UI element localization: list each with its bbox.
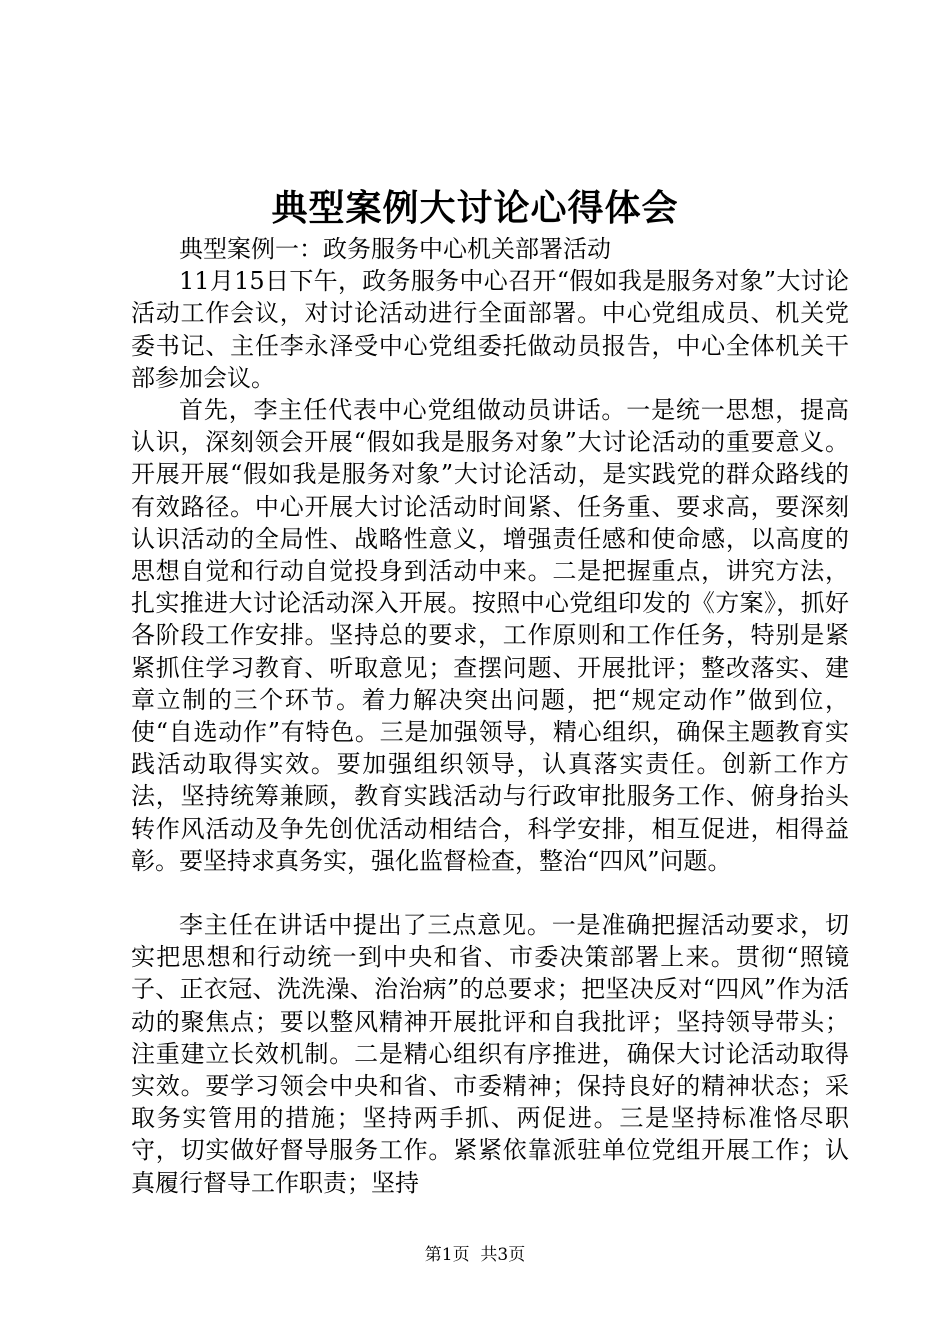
paragraph-meeting: 11月15日下午，政务服务中心召开“假如我是服务对象”大讨论活动工作会议，对讨论活动进行全面部署。中心党组成员、机关党委书记、主任李永泽受中心党组委托做动员报告，中心全体机关干部参加会议。 (131, 267, 849, 392)
page-total: 共3页 (480, 1245, 526, 1265)
paragraph-opinions: 李主任在讲话中提出了三点意见。一是准确把握活动要求，切实把思想和行动统一到中央和省、市委决策部署上来。贯彻“照镜子、正衣冠、洗洗澡、治治病”的总要求；把坚决反对“四风”作为活动的聚焦点；要以整风精神开展批评和自我批评；坚持领导带头；注重建立长效机制。二是精心组织有序推进，确保大讨论活动取得实效。要学习领会中央和省、市委精神；保持良好的精神状态；采取务实管用的措施；坚持两手抓、两促进。三是坚持标准恪尽职守，切实做好督导服务工作。紧紧依靠派驻单位党组开展工作；认真履行督导工作职责；坚持 (131, 911, 849, 1197)
page-footer (0, 1244, 950, 1266)
document-body (131, 233, 849, 1199)
paragraph-speech: 首先，李主任代表中心党组做动员讲话。一是统一思想，提高认识，深刻领会开展“假如我是服务对象”大讨论活动的重要意义。开展开展“假如我是服务对象”大讨论活动，是实践党的群众路线的有效路径。中心开展大讨论活动时间紧、任务重、要求高，要深刻认识活动的全局性、战略性意义，增强责任感和使命感，以高度的思想自觉和行动自觉投身到活动中来。二是把握重点，讲究方法，扎实推进大讨论活动深入开展。按照中心党组印发的《方案》，抓好各阶段工作安排。坚持总的要求，工作原则和工作任务，特别是紧紧抓住学习教育、听取意见；查摆问题、开展批评；整改落实、建章立制的三个环节。着力解决突出问题，把“规定动作”做到位，使“自选动作”有特色。三是加强领导，精心组织，确保主题教育实践活动取得实效。要加强组织领导，认真落实责任。创新工作方法，坚持统筹兼顾，教育实践活动与行政审批服务工作、俯身抬头转作风活动及争先创优活动相结合，科学安排，相互促进，相得益彰。要坚持求真务实，强化监督检查，整治“四风”问题。 (131, 396, 849, 875)
page-number: 第1页 (424, 1245, 470, 1265)
document-title: 典型案例大讨论心得体会 (271, 187, 679, 229)
paragraph-case-heading: 典型案例一：政务服务中心机关部署活动 (179, 235, 611, 263)
